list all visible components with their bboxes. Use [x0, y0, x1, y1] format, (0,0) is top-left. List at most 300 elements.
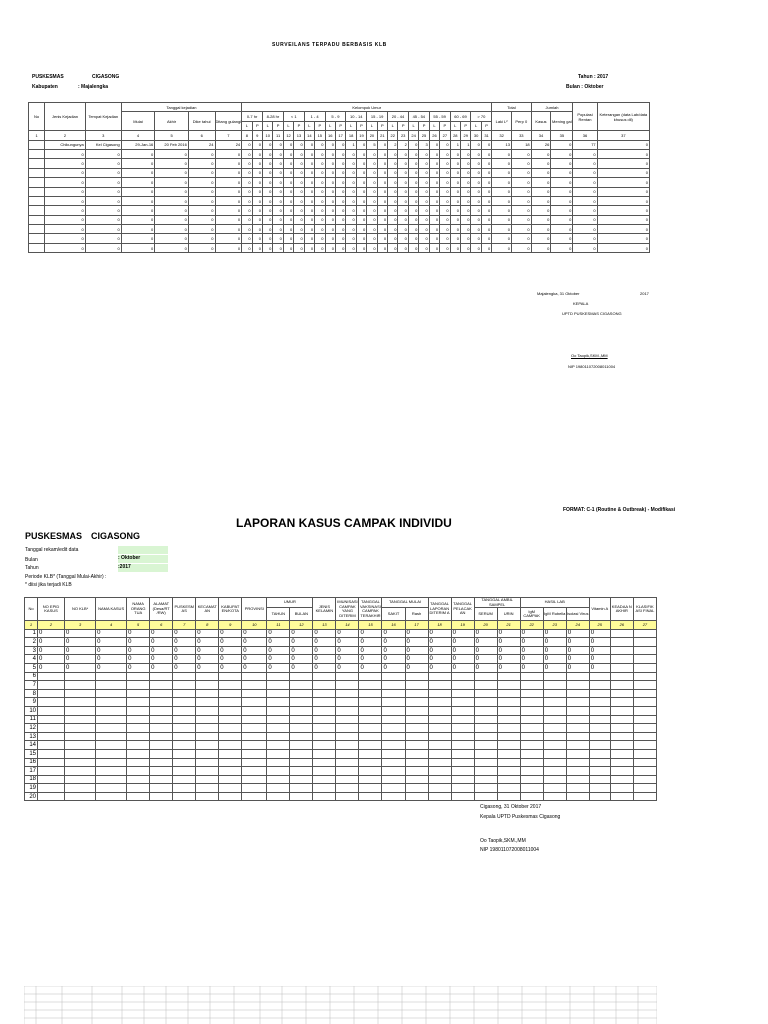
cell-value[interactable] [290, 758, 313, 767]
cell-value[interactable] [336, 689, 359, 698]
cell-value[interactable] [359, 767, 382, 776]
cell-value[interactable] [589, 706, 610, 715]
cell-value[interactable] [405, 681, 428, 690]
cell-value[interactable] [497, 698, 520, 707]
cell-value[interactable] [267, 681, 290, 690]
cell-value[interactable] [610, 681, 633, 690]
cell-value[interactable] [610, 655, 633, 664]
cell-value[interactable] [96, 749, 127, 758]
cell-value[interactable]: 0 [405, 638, 428, 647]
cell-value[interactable] [219, 784, 242, 793]
cell-value[interactable] [127, 698, 150, 707]
cell-value[interactable] [38, 792, 65, 801]
cell-value[interactable] [290, 775, 313, 784]
cell-value[interactable]: 0 [497, 663, 520, 672]
cell-value[interactable] [336, 775, 359, 784]
cell-value[interactable] [566, 758, 589, 767]
cell-value[interactable] [196, 784, 219, 793]
cell-value[interactable]: 0 [359, 663, 382, 672]
cell-value[interactable] [589, 724, 610, 733]
cell-value[interactable] [65, 767, 96, 776]
cell-value[interactable] [242, 749, 267, 758]
cell-value[interactable]: 0 [127, 663, 150, 672]
cell-value[interactable] [290, 681, 313, 690]
cell-value[interactable] [405, 715, 428, 724]
cell-value[interactable] [127, 706, 150, 715]
cell-value[interactable] [451, 749, 474, 758]
cell-value[interactable] [219, 715, 242, 724]
cell-value[interactable]: 0 [382, 629, 405, 638]
cell-value[interactable] [313, 767, 336, 776]
cell-value[interactable] [474, 741, 497, 750]
cell-value[interactable] [65, 732, 96, 741]
cell-value[interactable] [633, 655, 656, 664]
cell-value[interactable] [382, 767, 405, 776]
cell-value[interactable] [336, 715, 359, 724]
cell-value[interactable] [589, 792, 610, 801]
cell-value[interactable] [610, 698, 633, 707]
cell-value[interactable] [150, 749, 173, 758]
cell-value[interactable] [428, 758, 451, 767]
cell-value[interactable] [610, 689, 633, 698]
cell-value[interactable] [566, 749, 589, 758]
cell-value[interactable] [127, 732, 150, 741]
cell-value[interactable] [127, 689, 150, 698]
cell-value[interactable] [150, 706, 173, 715]
cell-value[interactable]: 0 [405, 663, 428, 672]
cell-value[interactable] [336, 749, 359, 758]
cell-value[interactable]: 0 [290, 629, 313, 638]
cell-value[interactable] [610, 715, 633, 724]
cell-value[interactable] [497, 715, 520, 724]
cell-value[interactable] [566, 792, 589, 801]
cell-value[interactable] [382, 775, 405, 784]
cell-value[interactable] [451, 741, 474, 750]
cell-value[interactable]: 0 [150, 655, 173, 664]
cell-value[interactable]: 0 [428, 646, 451, 655]
cell-value[interactable] [150, 758, 173, 767]
cell-value[interactable]: 0 [451, 646, 474, 655]
cell-value[interactable] [382, 672, 405, 681]
cell-value[interactable] [382, 724, 405, 733]
cell-value[interactable]: 0 [474, 629, 497, 638]
cell-value[interactable] [428, 767, 451, 776]
cell-value[interactable] [566, 775, 589, 784]
cell-value[interactable] [96, 681, 127, 690]
cell-value[interactable]: 0 [313, 663, 336, 672]
cell-value[interactable] [543, 715, 566, 724]
cell-value[interactable] [313, 758, 336, 767]
cell-value[interactable]: 0 [267, 655, 290, 664]
cell-value[interactable] [267, 732, 290, 741]
cell-value[interactable]: 0 [405, 646, 428, 655]
cell-value[interactable] [359, 689, 382, 698]
cell-value[interactable] [127, 749, 150, 758]
cell-value[interactable] [497, 758, 520, 767]
cell-value[interactable] [38, 749, 65, 758]
cell-value[interactable] [219, 741, 242, 750]
cell-value[interactable] [589, 784, 610, 793]
cell-value[interactable] [543, 775, 566, 784]
cell-value[interactable] [65, 689, 96, 698]
cell-value[interactable] [96, 792, 127, 801]
cell-value[interactable] [633, 758, 656, 767]
cell-value[interactable] [38, 698, 65, 707]
cell-value[interactable] [474, 732, 497, 741]
cell-value[interactable] [359, 732, 382, 741]
cell-value[interactable]: 0 [267, 663, 290, 672]
cell-value[interactable] [451, 672, 474, 681]
cell-value[interactable] [173, 741, 196, 750]
cell-value[interactable]: 0 [96, 663, 127, 672]
cell-value[interactable] [520, 672, 543, 681]
cell-value[interactable] [382, 732, 405, 741]
cell-value[interactable] [497, 689, 520, 698]
cell-value[interactable] [633, 792, 656, 801]
cell-value[interactable] [96, 784, 127, 793]
cell-value[interactable]: 0 [173, 629, 196, 638]
cell-value[interactable] [267, 698, 290, 707]
cell-value[interactable] [336, 758, 359, 767]
cell-value[interactable]: 0 [566, 638, 589, 647]
cell-value[interactable]: 0 [336, 655, 359, 664]
cell-value[interactable]: 0 [589, 646, 610, 655]
cell-value[interactable] [242, 784, 267, 793]
cell-value[interactable] [610, 629, 633, 638]
cell-value[interactable] [633, 706, 656, 715]
cell-value[interactable] [497, 724, 520, 733]
cell-value[interactable]: 0 [219, 663, 242, 672]
cell-value[interactable] [267, 792, 290, 801]
cell-value[interactable] [497, 767, 520, 776]
cell-value[interactable] [633, 724, 656, 733]
cell-value[interactable] [610, 784, 633, 793]
cell-value[interactable] [543, 698, 566, 707]
cell-value[interactable] [242, 715, 267, 724]
cell-value[interactable] [474, 767, 497, 776]
cell-value[interactable] [610, 758, 633, 767]
cell-value[interactable]: 0 [589, 629, 610, 638]
cell-value[interactable] [96, 741, 127, 750]
cell-value[interactable] [290, 672, 313, 681]
cell-value[interactable] [451, 706, 474, 715]
cell-value[interactable] [497, 681, 520, 690]
cell-value[interactable]: 0 [566, 629, 589, 638]
cell-value[interactable] [405, 749, 428, 758]
cell-value[interactable] [267, 689, 290, 698]
cell-value[interactable] [127, 784, 150, 793]
cell-value[interactable]: 0 [127, 629, 150, 638]
cell-value[interactable] [566, 706, 589, 715]
cell-value[interactable]: 0 [150, 663, 173, 672]
cell-value[interactable] [474, 792, 497, 801]
cell-value[interactable] [610, 672, 633, 681]
cell-value[interactable] [150, 698, 173, 707]
cell-value[interactable]: 0 [242, 646, 267, 655]
cell-value[interactable] [359, 681, 382, 690]
cell-value[interactable] [566, 698, 589, 707]
cell-value[interactable] [313, 689, 336, 698]
cell-value[interactable] [267, 741, 290, 750]
cell-value[interactable] [497, 672, 520, 681]
cell-value[interactable]: 0 [474, 655, 497, 664]
cell-value[interactable]: 0 [267, 646, 290, 655]
cell-value[interactable]: 0 [336, 638, 359, 647]
cell-value[interactable]: 0 [497, 655, 520, 664]
cell-value[interactable] [543, 767, 566, 776]
tanggal-rekam-field[interactable] [118, 546, 168, 554]
cell-value[interactable] [313, 775, 336, 784]
cell-value[interactable] [566, 715, 589, 724]
cell-value[interactable] [359, 758, 382, 767]
cell-value[interactable] [219, 732, 242, 741]
cell-value[interactable] [267, 784, 290, 793]
cell-value[interactable] [313, 749, 336, 758]
cell-value[interactable]: 0 [290, 655, 313, 664]
cell-value[interactable] [359, 706, 382, 715]
cell-value[interactable]: 0 [290, 663, 313, 672]
cell-value[interactable] [173, 724, 196, 733]
cell-value[interactable]: 0 [219, 655, 242, 664]
cell-value[interactable] [219, 792, 242, 801]
cell-value[interactable] [38, 758, 65, 767]
cell-value[interactable]: 0 [566, 655, 589, 664]
cell-value[interactable] [428, 706, 451, 715]
cell-value[interactable] [633, 749, 656, 758]
cell-value[interactable] [336, 741, 359, 750]
cell-value[interactable] [428, 698, 451, 707]
cell-value[interactable] [428, 784, 451, 793]
cell-value[interactable] [474, 724, 497, 733]
cell-value[interactable] [497, 784, 520, 793]
cell-value[interactable] [405, 758, 428, 767]
cell-value[interactable] [359, 749, 382, 758]
cell-value[interactable] [150, 767, 173, 776]
cell-value[interactable]: 0 [405, 629, 428, 638]
cell-value[interactable] [451, 775, 474, 784]
cell-value[interactable] [150, 732, 173, 741]
cell-value[interactable] [589, 732, 610, 741]
cell-value[interactable] [219, 706, 242, 715]
cell-value[interactable] [428, 741, 451, 750]
cell-value[interactable]: 0 [173, 655, 196, 664]
cell-value[interactable] [65, 724, 96, 733]
cell-value[interactable] [336, 784, 359, 793]
cell-value[interactable] [633, 784, 656, 793]
cell-value[interactable]: 0 [65, 629, 96, 638]
cell-value[interactable] [290, 732, 313, 741]
cell-value[interactable] [96, 706, 127, 715]
cell-value[interactable] [65, 698, 96, 707]
cell-value[interactable] [196, 758, 219, 767]
cell-value[interactable] [474, 784, 497, 793]
cell-value[interactable] [196, 681, 219, 690]
cell-value[interactable] [428, 732, 451, 741]
cell-value[interactable] [290, 698, 313, 707]
cell-value[interactable] [543, 758, 566, 767]
cell-value[interactable]: 0 [589, 663, 610, 672]
cell-value[interactable] [150, 672, 173, 681]
cell-value[interactable] [96, 775, 127, 784]
cell-value[interactable] [451, 689, 474, 698]
cell-value[interactable] [543, 732, 566, 741]
cell-value[interactable]: 0 [543, 646, 566, 655]
cell-value[interactable] [382, 758, 405, 767]
cell-value[interactable] [610, 646, 633, 655]
cell-value[interactable] [242, 681, 267, 690]
cell-value[interactable] [96, 689, 127, 698]
cell-value[interactable]: 0 [313, 629, 336, 638]
cell-value[interactable] [497, 741, 520, 750]
cell-value[interactable] [290, 741, 313, 750]
cell-value[interactable] [633, 689, 656, 698]
cell-value[interactable] [196, 706, 219, 715]
cell-value[interactable] [219, 767, 242, 776]
cell-value[interactable] [633, 663, 656, 672]
cell-value[interactable] [336, 672, 359, 681]
cell-value[interactable]: 0 [65, 646, 96, 655]
cell-value[interactable] [173, 689, 196, 698]
cell-value[interactable] [497, 749, 520, 758]
cell-value[interactable]: 0 [382, 638, 405, 647]
cell-value[interactable] [428, 724, 451, 733]
cell-value[interactable] [520, 698, 543, 707]
cell-value[interactable]: 0 [313, 655, 336, 664]
cell-value[interactable] [127, 792, 150, 801]
cell-value[interactable] [543, 749, 566, 758]
cell-value[interactable] [336, 698, 359, 707]
cell-value[interactable] [65, 706, 96, 715]
cell-value[interactable] [173, 698, 196, 707]
cell-value[interactable]: 0 [382, 655, 405, 664]
cell-value[interactable] [336, 706, 359, 715]
cell-value[interactable] [196, 732, 219, 741]
cell-value[interactable] [290, 689, 313, 698]
cell-value[interactable]: 0 [219, 629, 242, 638]
cell-value[interactable] [96, 672, 127, 681]
cell-value[interactable] [38, 784, 65, 793]
cell-value[interactable] [633, 646, 656, 655]
cell-value[interactable] [520, 706, 543, 715]
cell-value[interactable] [173, 749, 196, 758]
cell-value[interactable] [633, 775, 656, 784]
cell-value[interactable] [38, 732, 65, 741]
cell-value[interactable] [520, 681, 543, 690]
cell-value[interactable] [65, 775, 96, 784]
cell-value[interactable] [242, 767, 267, 776]
cell-value[interactable] [382, 715, 405, 724]
cell-value[interactable] [38, 724, 65, 733]
cell-value[interactable]: 0 [336, 663, 359, 672]
cell-value[interactable] [543, 689, 566, 698]
cell-value[interactable] [267, 749, 290, 758]
cell-value[interactable] [589, 758, 610, 767]
cell-value[interactable]: 0 [127, 638, 150, 647]
cell-value[interactable] [173, 792, 196, 801]
cell-value[interactable] [267, 767, 290, 776]
cell-value[interactable] [633, 672, 656, 681]
cell-value[interactable] [242, 698, 267, 707]
cell-value[interactable] [359, 792, 382, 801]
cell-value[interactable] [405, 698, 428, 707]
cell-value[interactable] [173, 715, 196, 724]
cell-value[interactable]: 0 [313, 646, 336, 655]
cell-value[interactable] [428, 672, 451, 681]
cell-value[interactable] [290, 792, 313, 801]
cell-value[interactable] [127, 715, 150, 724]
cell-value[interactable] [219, 758, 242, 767]
cell-value[interactable] [451, 767, 474, 776]
cell-value[interactable] [451, 792, 474, 801]
cell-value[interactable]: 0 [267, 629, 290, 638]
cell-value[interactable]: 0 [150, 629, 173, 638]
cell-value[interactable] [38, 775, 65, 784]
cell-value[interactable] [474, 715, 497, 724]
cell-value[interactable]: 0 [173, 663, 196, 672]
cell-value[interactable]: 0 [520, 655, 543, 664]
cell-value[interactable] [428, 681, 451, 690]
cell-value[interactable] [428, 715, 451, 724]
cell-value[interactable] [267, 775, 290, 784]
cell-value[interactable] [267, 724, 290, 733]
cell-value[interactable]: 0 [428, 629, 451, 638]
cell-value[interactable] [405, 792, 428, 801]
cell-value[interactable] [267, 715, 290, 724]
cell-value[interactable] [150, 724, 173, 733]
cell-value[interactable] [127, 767, 150, 776]
cell-value[interactable] [359, 784, 382, 793]
cell-value[interactable] [633, 638, 656, 647]
cell-value[interactable] [520, 741, 543, 750]
cell-value[interactable]: 0 [96, 646, 127, 655]
cell-value[interactable] [150, 792, 173, 801]
cell-value[interactable] [313, 792, 336, 801]
cell-value[interactable] [38, 672, 65, 681]
cell-value[interactable] [196, 672, 219, 681]
cell-value[interactable] [566, 672, 589, 681]
cell-value[interactable] [543, 681, 566, 690]
cell-value[interactable]: 0 [405, 655, 428, 664]
cell-value[interactable] [497, 775, 520, 784]
cell-value[interactable] [633, 629, 656, 638]
cell-value[interactable]: 0 [242, 638, 267, 647]
cell-value[interactable]: 0 [196, 663, 219, 672]
cell-value[interactable] [242, 724, 267, 733]
cell-value[interactable] [359, 698, 382, 707]
cell-value[interactable] [242, 732, 267, 741]
bulan-field[interactable]: : Oktober [118, 555, 168, 563]
cell-value[interactable]: 0 [267, 638, 290, 647]
cell-value[interactable] [566, 689, 589, 698]
cell-value[interactable] [520, 767, 543, 776]
cell-value[interactable] [520, 775, 543, 784]
cell-value[interactable] [359, 741, 382, 750]
cell-value[interactable]: 0 [543, 655, 566, 664]
cell-value[interactable]: 0 [38, 663, 65, 672]
cell-value[interactable] [38, 715, 65, 724]
cell-value[interactable] [566, 741, 589, 750]
cell-value[interactable]: 0 [497, 638, 520, 647]
cell-value[interactable] [267, 672, 290, 681]
cell-value[interactable] [405, 689, 428, 698]
cell-value[interactable] [589, 741, 610, 750]
cell-value[interactable]: 0 [451, 663, 474, 672]
cell-value[interactable]: 0 [290, 638, 313, 647]
cell-value[interactable] [313, 724, 336, 733]
cell-value[interactable] [451, 784, 474, 793]
cell-value[interactable] [173, 706, 196, 715]
cell-value[interactable]: 0 [589, 655, 610, 664]
